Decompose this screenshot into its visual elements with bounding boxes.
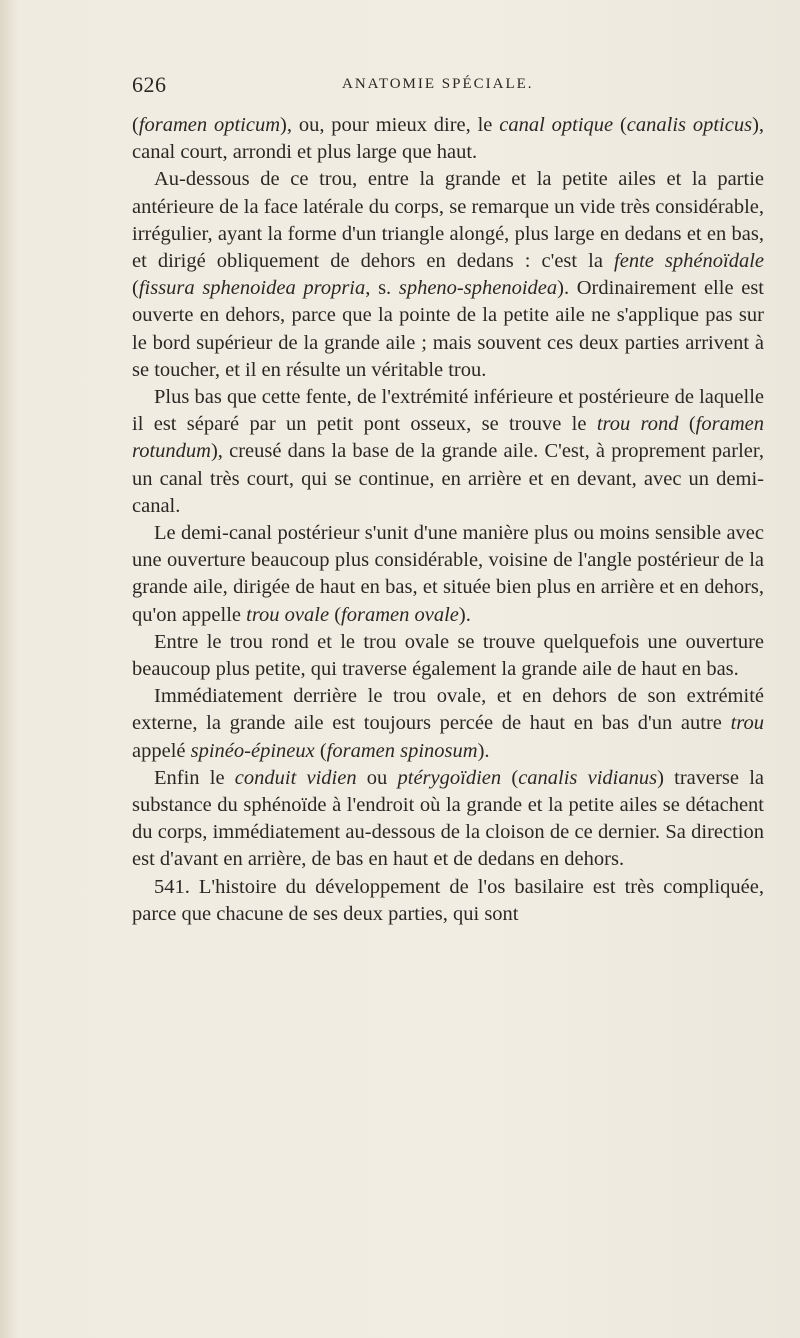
text-run: ). <box>458 603 471 626</box>
italic-term: foramen rotundum <box>132 413 764 463</box>
text-run: ( <box>678 413 696 436</box>
paragraph <box>132 112 764 166</box>
text-run: appelé <box>132 739 191 762</box>
italic-term: canal optique <box>499 114 614 136</box>
text-run: Immédiatement derrière le trou ovale, et en dehors de son extrémité externe, la grande aile est toujours percée de haut en bas d'un autre <box>132 685 764 735</box>
italic-term: fente sphénoïdale <box>614 250 764 273</box>
italic-term: trou ovale <box>246 603 330 626</box>
italic-term: foramen ovale <box>341 603 459 626</box>
paragraph <box>132 384 764 520</box>
body-text <box>132 112 764 928</box>
italic-term: foramen opticum <box>138 114 281 136</box>
page-number: 626 <box>132 72 167 97</box>
paragraph <box>132 629 764 683</box>
italic-term: conduit vidien <box>234 766 357 789</box>
text-run: ( <box>132 114 139 136</box>
italic-term: trou <box>730 712 764 735</box>
text-run: ). <box>477 739 490 762</box>
text-run: Plus bas que cette fente, de l'extrémité inférieure et postérieure de laquelle il est séparé par un petit pont osseux, se trouve le <box>132 386 764 436</box>
italic-term: trou rond <box>596 413 679 436</box>
page-header <box>132 72 762 102</box>
italic-term: canalis opticus <box>626 114 753 136</box>
text-run: ou <box>356 766 398 789</box>
text-run: ( <box>132 277 139 300</box>
italic-term: spinéo-épineux <box>190 739 315 762</box>
text-run: Enfin le <box>154 766 235 789</box>
text-run: ) traverse la substance du sphénoïde à l'endroit où la grande et la petite ailes se détachent du corps, immédiatement au-dessous de la cloison de ce dernier. Sa direction est d'avant en arrière, de bas en haut et de dedans en dehors. <box>132 766 765 871</box>
italic-term: ptérygoïdien <box>397 766 502 789</box>
text-run: ( <box>501 766 519 789</box>
italic-term: spheno-sphenoidea <box>398 277 558 300</box>
text-run: , s. <box>365 277 399 300</box>
paragraph <box>132 166 764 384</box>
paragraph <box>132 520 764 629</box>
text-run: ( <box>329 603 342 626</box>
text-run: ). Ordinairement elle est ouverte en dehors, parce que la pointe de la petite aile ne s'applique pas sur le bord supérieur de la grande aile ; mais souvent ces deux parties arrivent à se toucher, et il en résulte un véritable trou. <box>132 277 764 381</box>
running-head: ANATOMIE SPÉCIALE. <box>342 76 534 92</box>
text-run: Au-dessous de ce trou, entre la grande et la petite ailes et la partie antérieure de la face latérale du corps, se remarque un vide très considérable, irrégulier, ayant la forme d'un triangle alongé, plus large en dedans et en bas, et dirigé obliquement de dehors en dedans : c'est la <box>132 168 764 273</box>
italic-term: canalis vidianus <box>518 766 658 789</box>
text-run: 541. L'histoire du développement de l'os basilaire est très compliquée, parce que chacune de ses deux parties, qui sont <box>132 875 764 925</box>
text-run: ( <box>314 739 327 762</box>
text-run: Entre le trou rond et le trou ovale se trouve quelquefois une ouverture beaucoup plus petite, qui traverse également la grande aile de haut en bas. <box>132 630 764 681</box>
text-run: ), canal court, arrondi et plus large que haut. <box>132 114 765 164</box>
paragraph <box>132 765 764 874</box>
italic-term: fissura sphenoidea propria <box>138 277 366 300</box>
paragraph <box>132 683 764 765</box>
text-run: ), creusé dans la base de la grande aile. C'est, à proprement parler, un canal très court, qui se continue, en arrière et en devant, avec un demi-canal. <box>132 440 764 517</box>
text-run: Le demi-canal postérieur s'unit d'une manière plus ou moins sensible avec une ouverture beaucoup plus considérable, voisine de l'angle postérieur de la grande aile, dirigée de haut en bas, et située bien plus en arrière et en dehors, qu'on appelle <box>132 522 764 626</box>
text-run: ( <box>613 114 627 136</box>
text-run: ), ou, pour mieux dire, le <box>280 114 500 136</box>
paragraph <box>132 874 764 928</box>
italic-term: foramen spinosum <box>326 739 478 762</box>
